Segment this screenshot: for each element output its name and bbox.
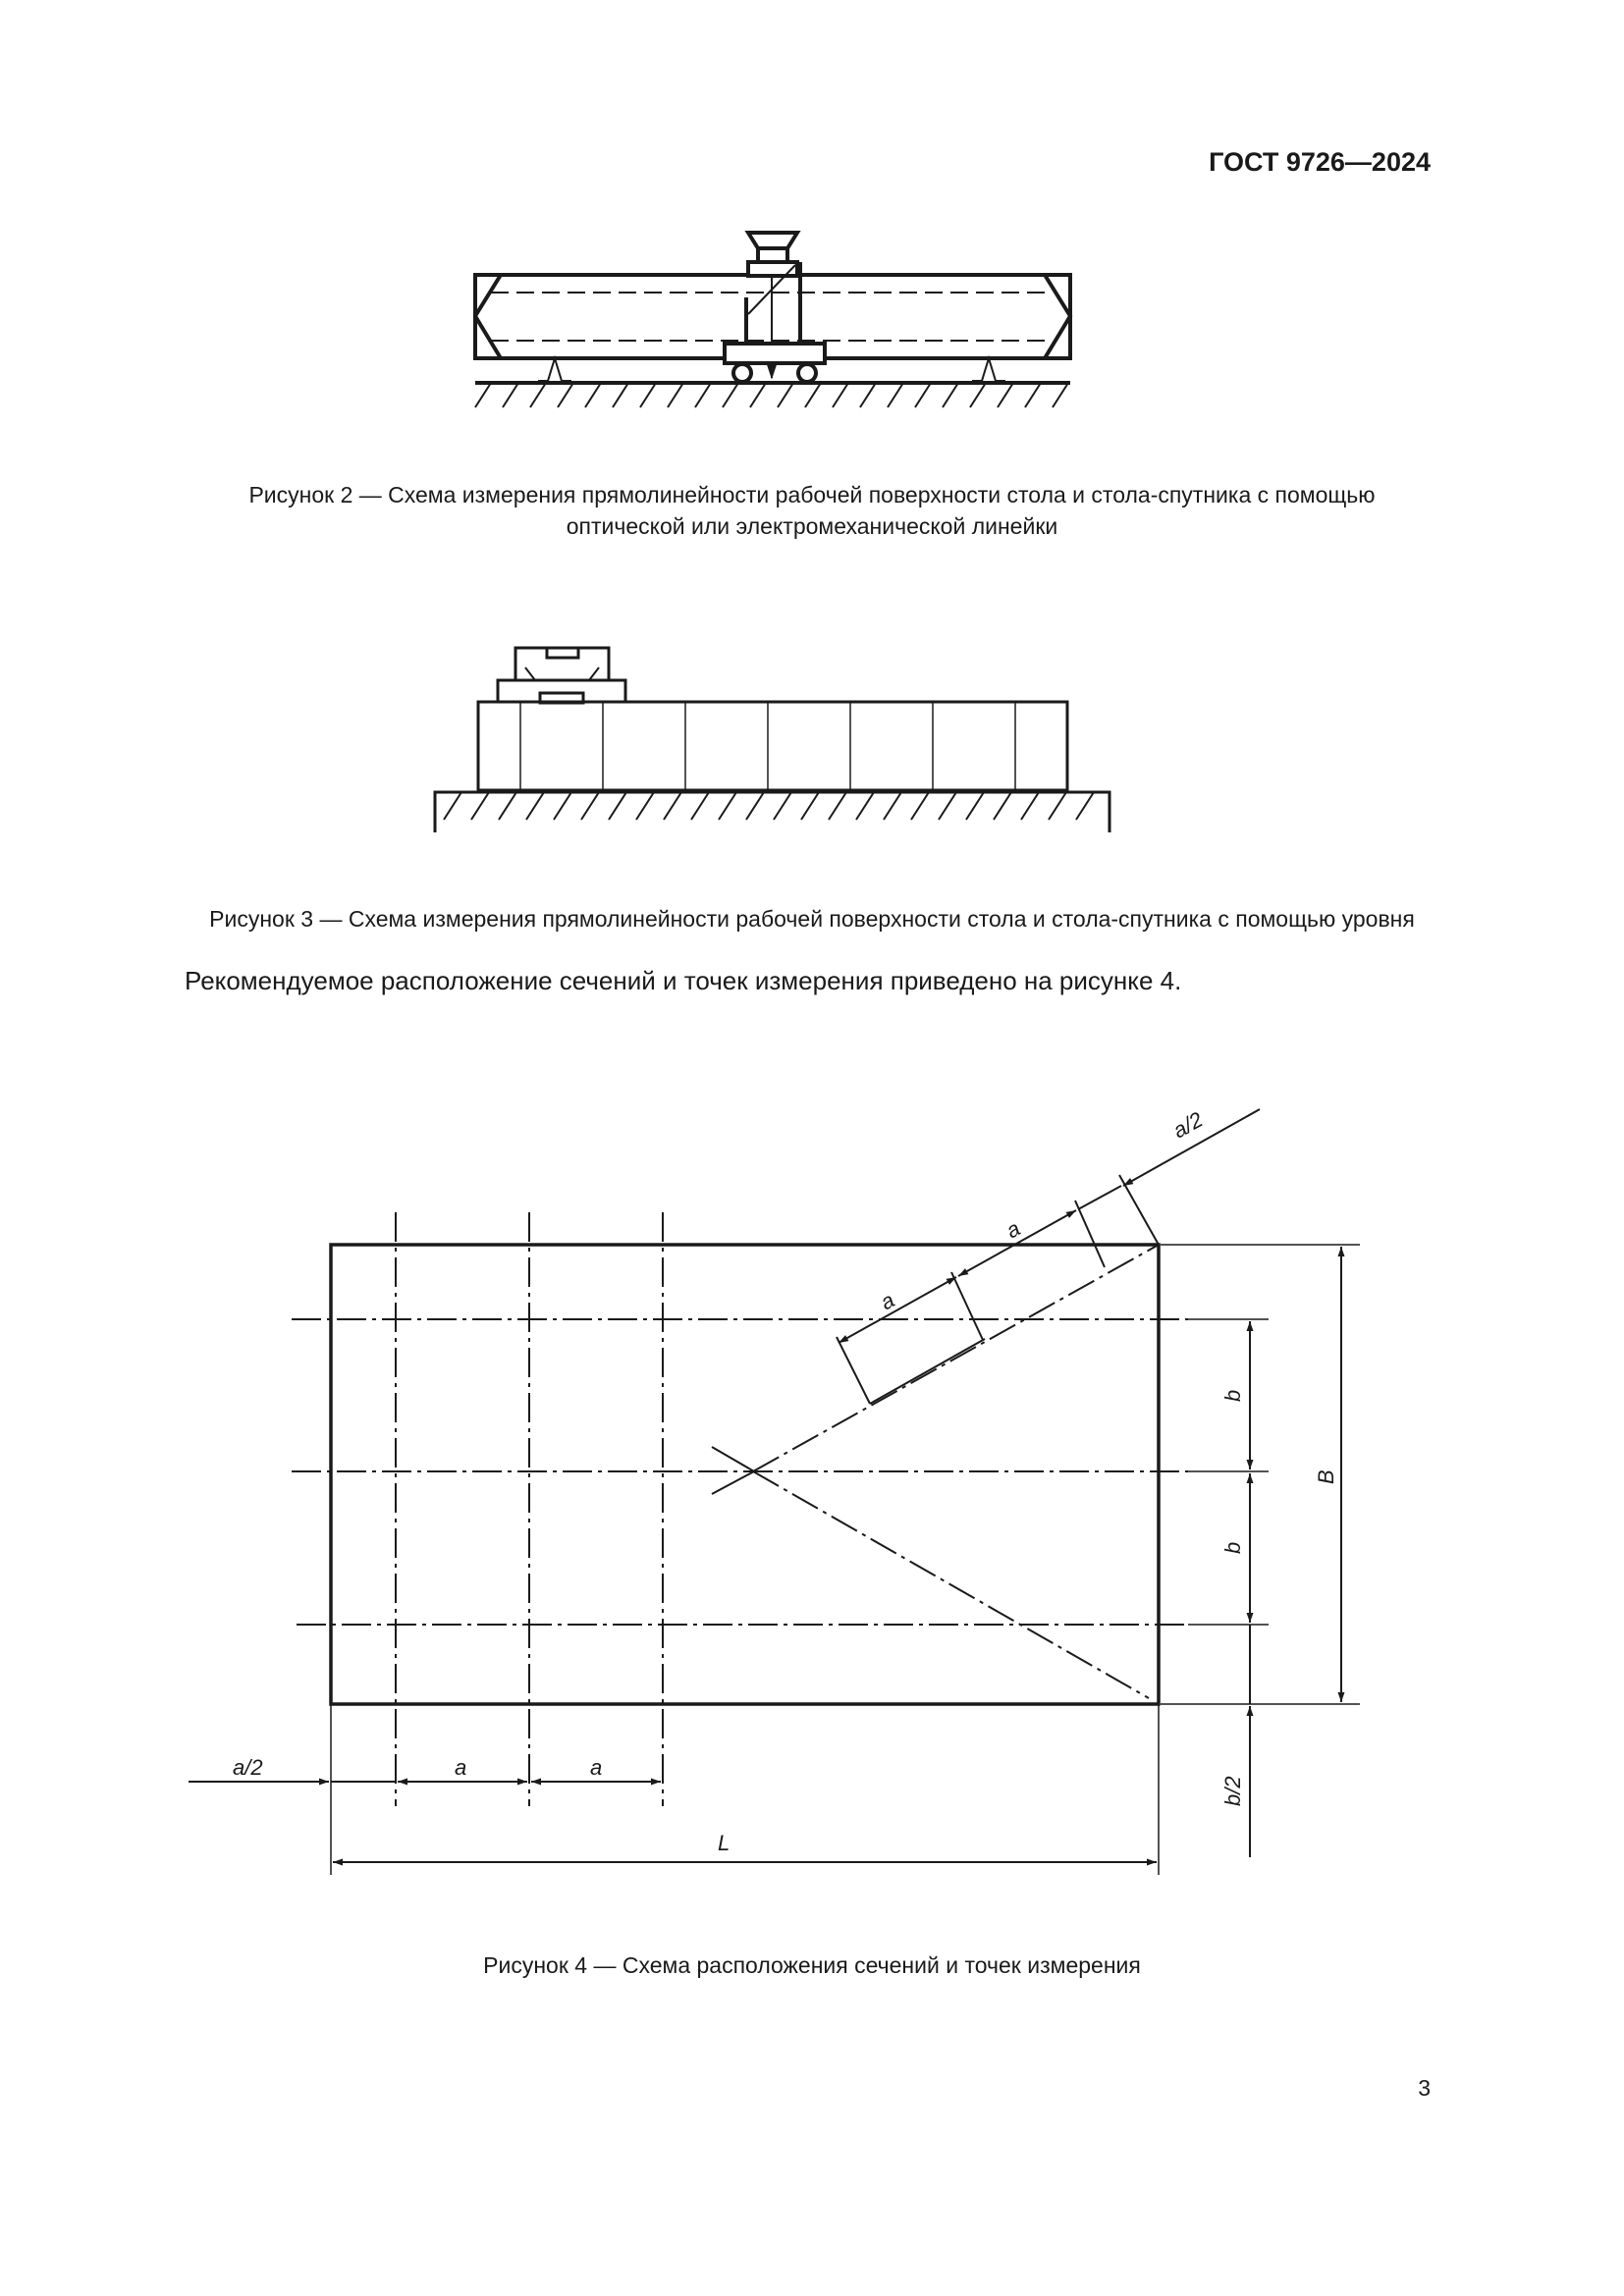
label-b-half: b/2	[1220, 1776, 1245, 1806]
page-number: 3	[1418, 2075, 1431, 2101]
label-a-half-diagonal: a/2	[1168, 1106, 1208, 1144]
label-a-diagonal-1: a	[1001, 1215, 1025, 1244]
label-a-bottom-2: a	[590, 1755, 603, 1780]
label-a-bottom-1: a	[455, 1755, 467, 1780]
figure-2-caption-line-1: Рисунок 2 — Схема измерения прямолинейности рабочей поверхности стола и стола-спутника с помощью	[248, 482, 1376, 507]
label-L: L	[718, 1831, 731, 1855]
label-a-half-bottom: a/2	[233, 1755, 263, 1780]
body-paragraph: Рекомендуемое расположение сечений и точек измерения приведено на рисунке 4.	[185, 966, 1182, 995]
document-number: ГОСТ 9726—2024	[1209, 147, 1431, 177]
figure-3-caption: Рисунок 3 — Схема измерения прямолинейности рабочей поверхности стола и стола-спутника с помощью уровня	[209, 906, 1415, 932]
figure-2-caption-line-2: оптической или электромеханической линейки	[566, 513, 1058, 539]
label-b-bottom: b	[1220, 1541, 1245, 1554]
label-b-top: b	[1220, 1389, 1245, 1402]
label-B: B	[1314, 1469, 1338, 1484]
label-a-diagonal-2: a	[876, 1287, 899, 1315]
figure-4-caption: Рисунок 4 — Схема расположения сечений и точек измерения	[483, 1952, 1141, 1978]
